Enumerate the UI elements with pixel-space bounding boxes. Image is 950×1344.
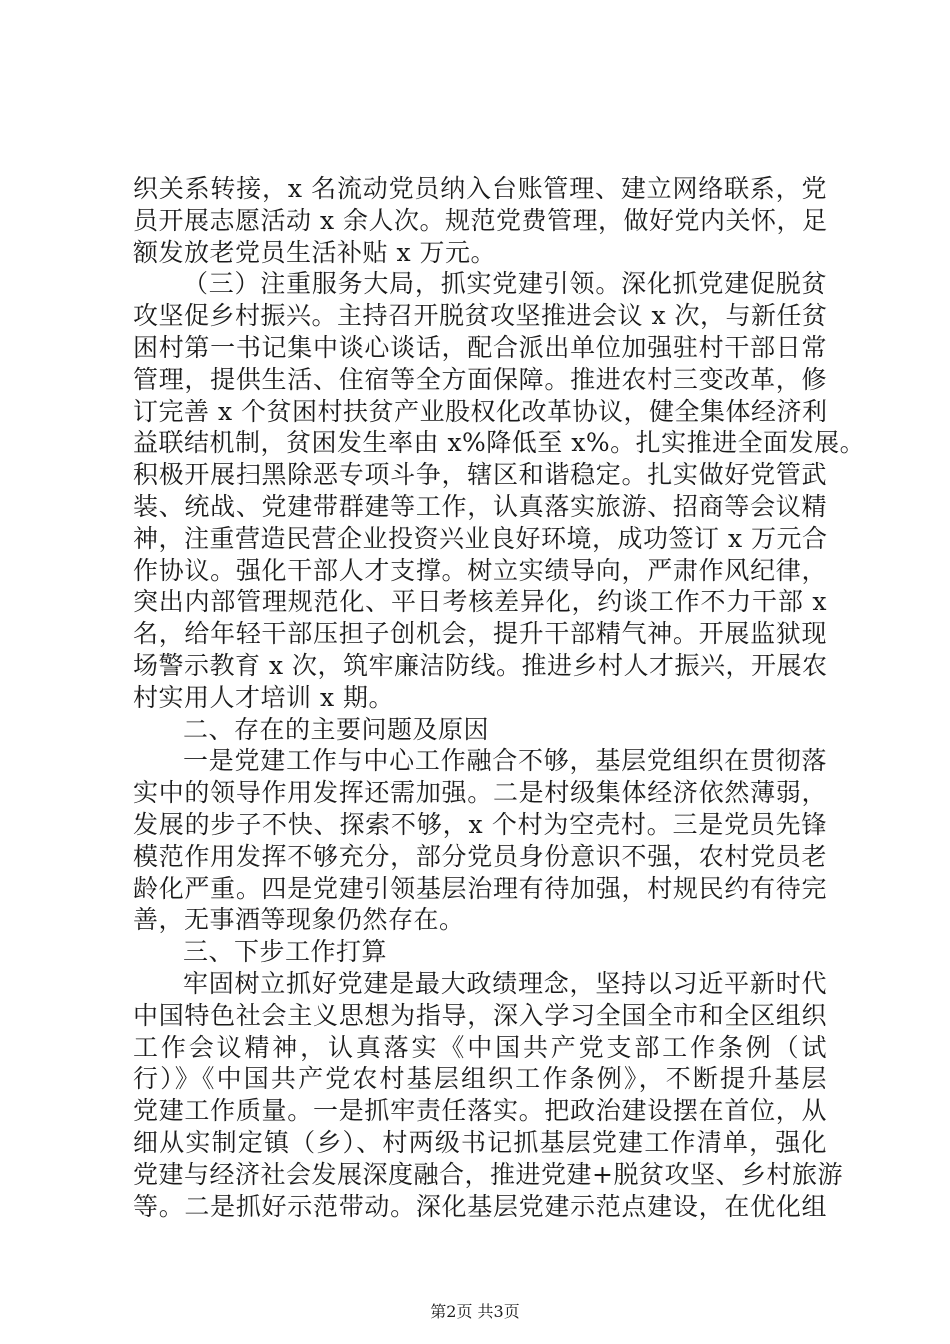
text-line: 攻坚促乡村振兴。主持召开脱贫攻坚推进会议 x 次，与新任贫	[133, 301, 828, 331]
document-body	[133, 173, 866, 1222]
text-line: 村实用人才培训 x 期。	[133, 682, 394, 712]
paragraph-section-three	[133, 268, 866, 713]
text-line: 牢固树立抓好党建是最大政绩理念，坚持以习近平新时代	[183, 968, 827, 998]
text-line: 等。二是抓好示范带动。深化基层党建示范点建设，在优化组	[133, 1191, 827, 1221]
text-line: 发展的步子不快、探索不够，x 个村为空壳村。三是党员先锋	[133, 809, 827, 839]
text-line: 党建工作质量。一是抓牢责任落实。把政治建设摆在首位，从	[133, 1096, 827, 1126]
text-line: 模范作用发挥不够充分，部分党员身份意识不强，农村党员老	[133, 841, 827, 871]
text-line: 困村第一书记集中谈心谈话，配合派出单位加强驻村干部日常	[133, 332, 827, 362]
text-line: 细从实制定镇（乡）、村两级书记抓基层党建工作清单，强化	[133, 1127, 827, 1157]
text-line: 场警示教育 x 次，筑牢廉洁防线。推进乡村人才振兴，开展农	[133, 650, 828, 680]
text-line: 订完善 x 个贫困村扶贫产业股权化改革协议，健全集体经济利	[133, 396, 828, 426]
heading-text: 三、下步工作打算	[183, 937, 388, 967]
text-line: 管理，提供生活、住宿等全方面保障。推进农村三变改革，修	[133, 364, 827, 394]
text-line: 作协议。强化干部人才支撑。树立实绩导向，严肃作风纪律，	[133, 555, 827, 585]
text-line: 员开展志愿活动 x 余人次。规范党费管理，做好党内关怀，足	[133, 205, 828, 235]
paragraph-problems	[133, 745, 827, 936]
text-line: 党建与经济社会发展深度融合，推进党建+脱贫攻坚、乡村旅游	[133, 1159, 843, 1189]
text-line: 积极开展扫黑除恶专项斗争，辖区和谐稳定。扎实做好党管武	[133, 460, 827, 490]
paragraph-next-steps	[133, 968, 843, 1222]
text-line: 龄化严重。四是党建引领基层治理有待加强，村规民约有待完	[133, 873, 827, 903]
text-line: 实中的领导作用发挥还需加强。二是村级集体经济依然薄弱，	[133, 778, 827, 808]
text-line: 织关系转接，x 名流动党员纳入台账管理、建立网络联系，党	[133, 174, 827, 203]
text-line: 中国特色社会主义思想为指导，深入学习全国全市和全区组织	[133, 1000, 827, 1030]
text-line: 名，给年轻干部压担子创机会，提升干部精气神。开展监狱现	[133, 619, 827, 649]
text-line: 行）》《中国共产党农村基层组织工作条例》，不断提升基层	[133, 1064, 827, 1094]
text-line: 工作会议精神，认真落实《中国共产党支部工作条例（试	[133, 1032, 827, 1062]
text-line: 突出内部管理规范化、平日考核差异化，约谈工作不力干部 x	[133, 587, 827, 617]
text-line: （三）注重服务大局，抓实党建引领。深化抓党建促脱贫	[183, 269, 827, 299]
text-line: 一是党建工作与中心工作融合不够，基层党组织在贯彻落	[183, 746, 827, 776]
text-line: 善，无事酒等现象仍然存在。	[133, 905, 465, 935]
section-heading-problems	[133, 714, 827, 746]
text-line: 益联结机制，贫困发生率由 x%降低至 x%。扎实推进全面发展。	[133, 428, 866, 458]
paragraph-continuation	[133, 173, 827, 268]
page-number-footer: 第2页 共3页	[430, 1302, 520, 1321]
text-line: 装、统战、党建带群建等工作，认真落实旅游、招商等会议精	[133, 491, 827, 521]
text-line: 额发放老党员生活补贴 x 万元。	[133, 237, 496, 267]
section-heading-next-steps	[133, 936, 827, 968]
text-line: 神，注重营造民营企业投资兴业良好环境，成功签订 x 万元合	[133, 523, 828, 553]
heading-text: 二、存在的主要问题及原因	[183, 714, 490, 744]
